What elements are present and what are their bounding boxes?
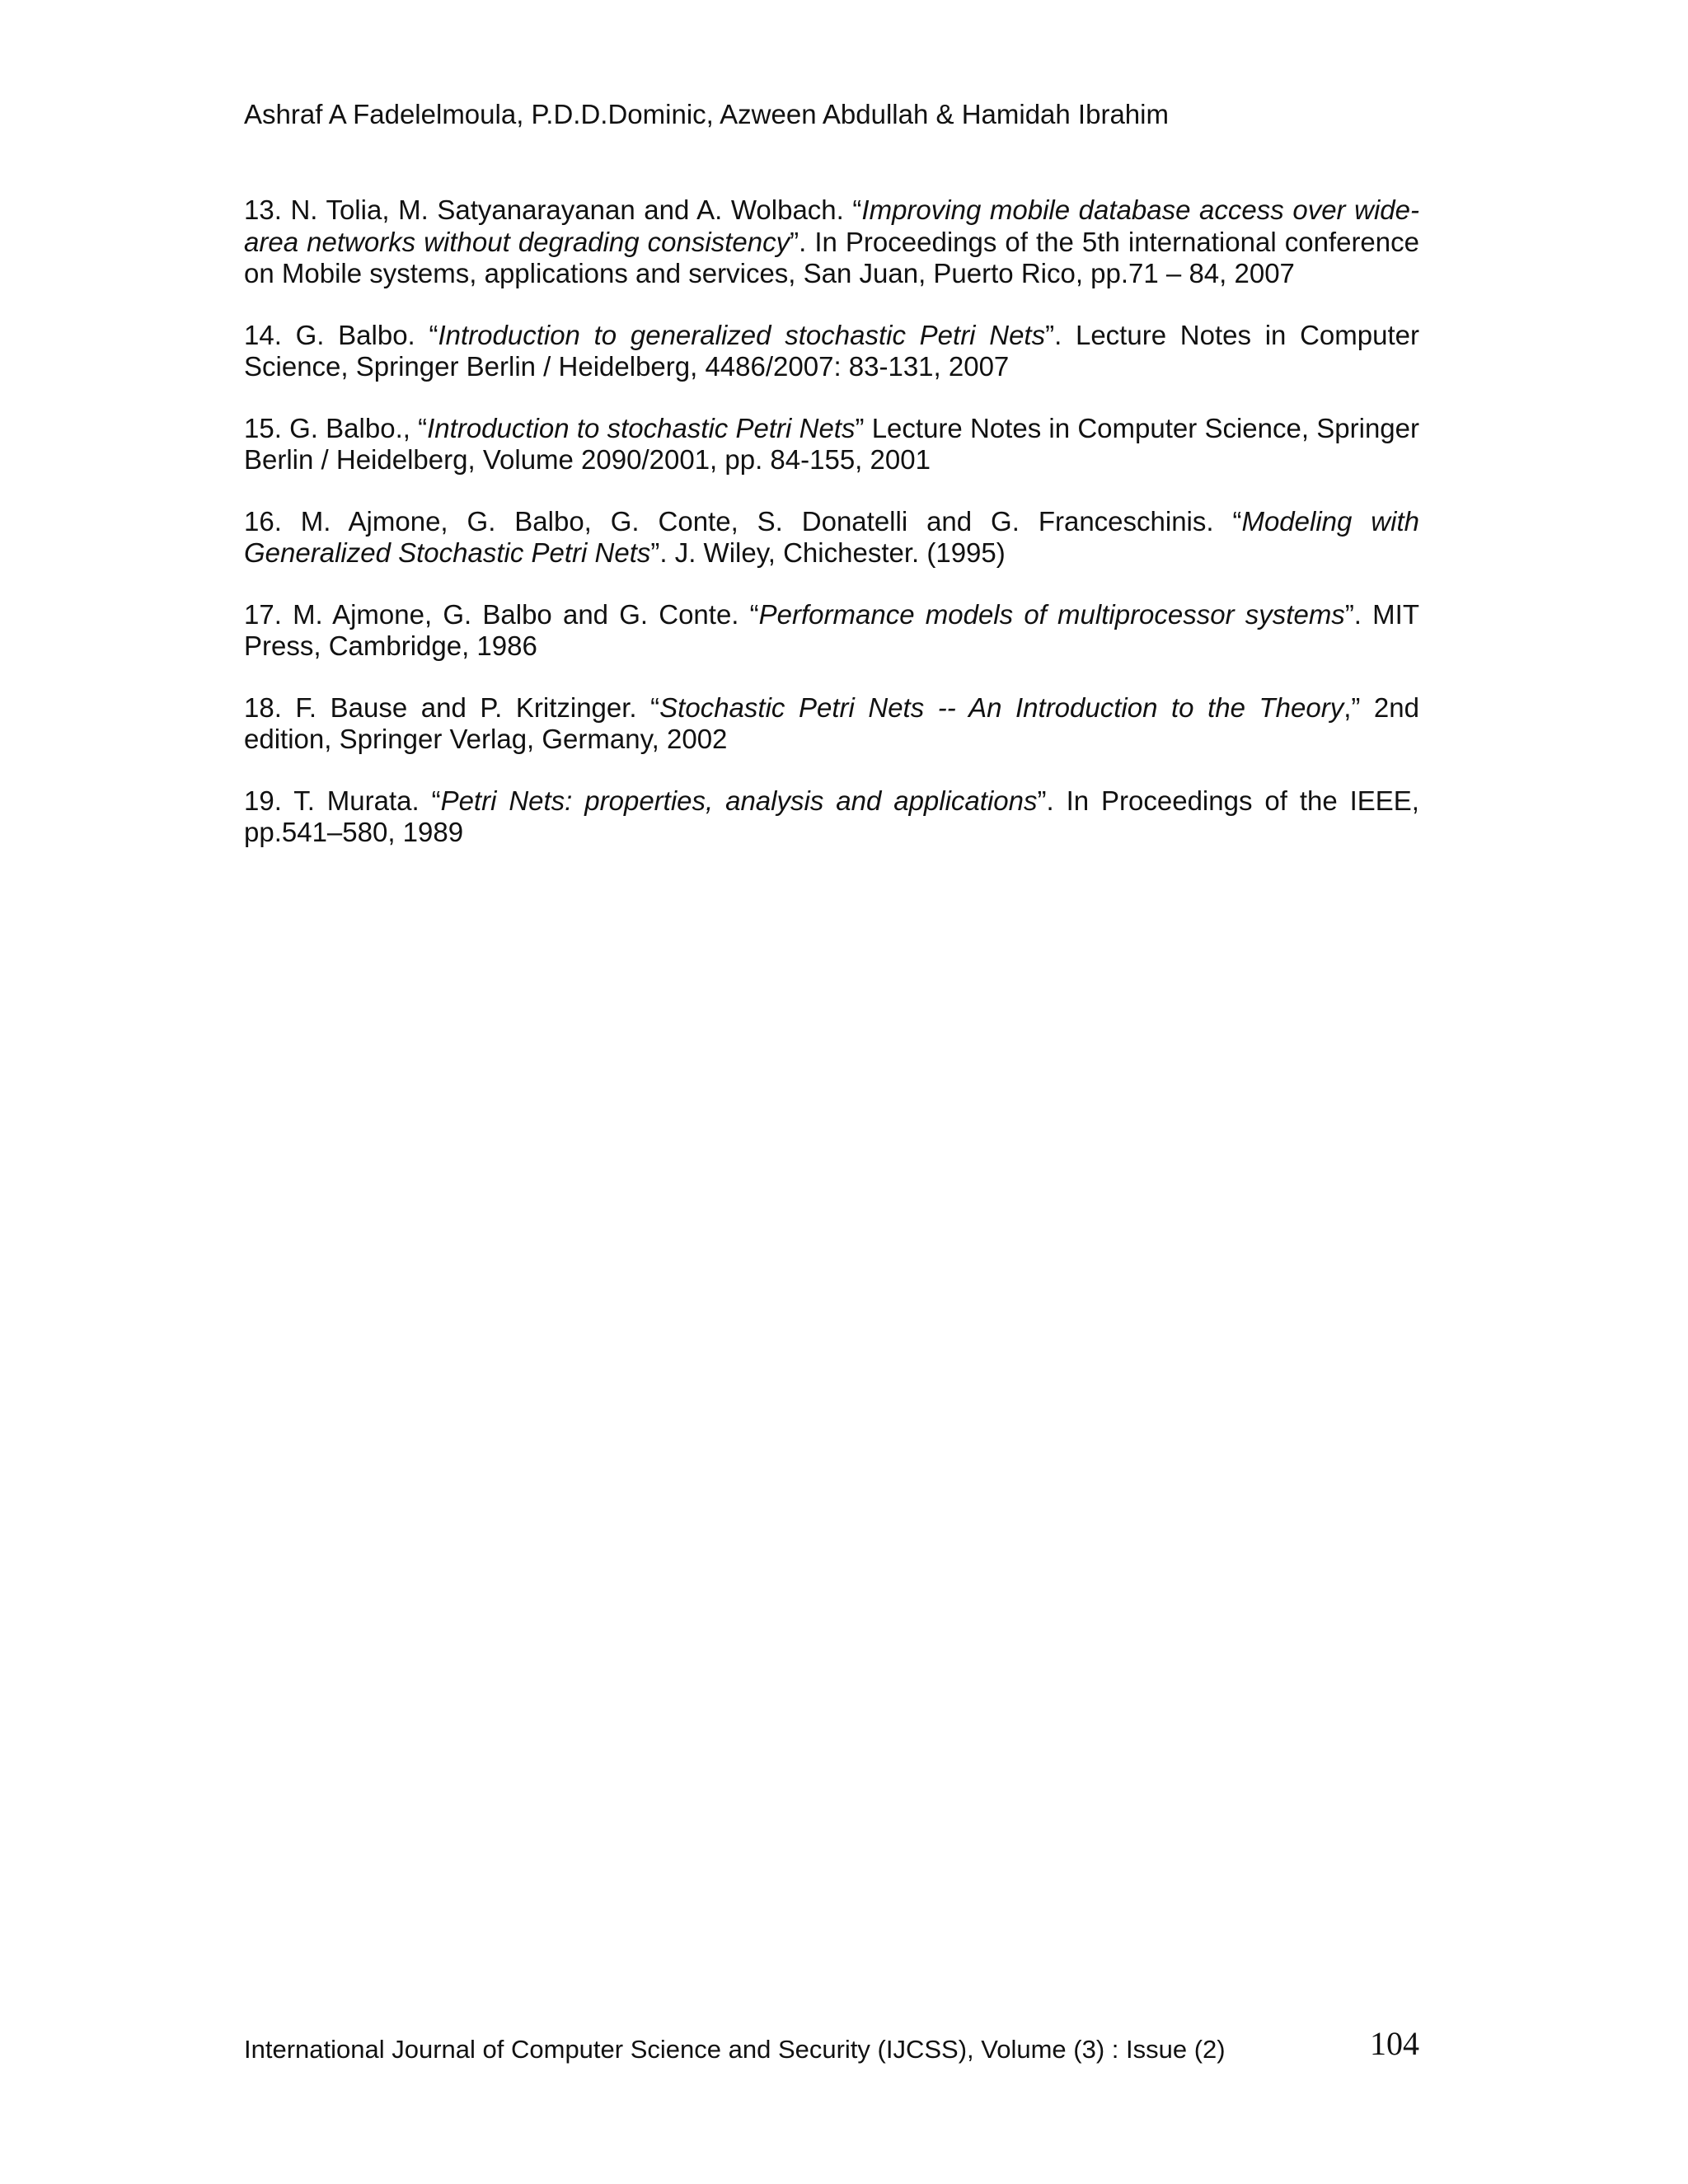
reference-item xyxy=(244,194,1419,290)
page-number: 104 xyxy=(1370,2025,1419,2062)
reference-tail: ” Lecture Notes in Computer Science, Springer Berlin / Heidelberg, Volume 2090/2001, pp. 84-155, 2001 xyxy=(244,412,1419,475)
reference-item xyxy=(244,692,1419,756)
reference-tail: ”. In Proceedings of the 5th international conference on Mobile systems, applications and services, San Juan, Puerto Rico, pp.71 – 84, 2007 xyxy=(244,226,1419,288)
reference-item xyxy=(244,506,1419,569)
reference-lead: 19. T. Murata. “ xyxy=(244,785,441,816)
header-authors: Ashraf A Fadelelmoula, P.D.D.Dominic, Azween Abdullah & Hamidah Ibrahim xyxy=(244,99,1169,129)
reference-title: Improving mobile database access over wide-area networks without degrading consistency xyxy=(244,194,1419,257)
reference-lead: 18. F. Bause and P. Kritzinger. “ xyxy=(244,691,660,723)
reference-tail: ”. Lecture Notes in Computer Science, Springer Berlin / Heidelberg, 4486/2007: 83-131, 2007 xyxy=(244,319,1419,382)
reference-item xyxy=(244,320,1419,383)
reference-title: Introduction to stochastic Petri Nets xyxy=(427,412,856,443)
reference-lead: 17. M. Ajmone, G. Balbo and G. Conte. “ xyxy=(244,598,759,630)
reference-tail: ,” 2nd edition, Springer Verlag, Germany, 2002 xyxy=(244,691,1419,754)
reference-lead: 15. G. Balbo., “ xyxy=(244,412,428,443)
reference-item xyxy=(244,413,1419,476)
reference-item xyxy=(244,599,1419,663)
reference-title: Petri Nets: properties, analysis and applications xyxy=(440,785,1038,816)
reference-lead: 13. N. Tolia, M. Satyanarayanan and A. Wolbach. “ xyxy=(244,194,862,225)
reference-tail: ”. J. Wiley, Chichester. (1995) xyxy=(650,537,1006,568)
running-header xyxy=(244,97,1169,132)
reference-title: Stochastic Petri Nets -- An Introduction to the Theory xyxy=(659,691,1344,723)
page-footer xyxy=(244,2024,1419,2065)
footer-journal: International Journal of Computer Science and Security (IJCSS), Volume (3) : Issue (2) xyxy=(244,2035,1226,2064)
reference-title: Modeling with Generalized Stochastic Petri Nets xyxy=(244,505,1419,568)
reference-tail: ”. In Proceedings of the IEEE, pp.541–580, 1989 xyxy=(244,785,1419,847)
reference-item xyxy=(244,785,1419,849)
reference-tail: ”. MIT Press, Cambridge, 1986 xyxy=(244,598,1419,661)
reference-lead: 14. G. Balbo. “ xyxy=(244,319,438,350)
reference-title: Introduction to generalized stochastic Petri Nets xyxy=(438,319,1046,350)
reference-title: Performance models of multiprocessor systems xyxy=(758,598,1345,630)
reference-list xyxy=(244,194,1419,879)
reference-lead: 16. M. Ajmone, G. Balbo, G. Conte, S. Donatelli and G. Franceschinis. “ xyxy=(244,505,1242,537)
